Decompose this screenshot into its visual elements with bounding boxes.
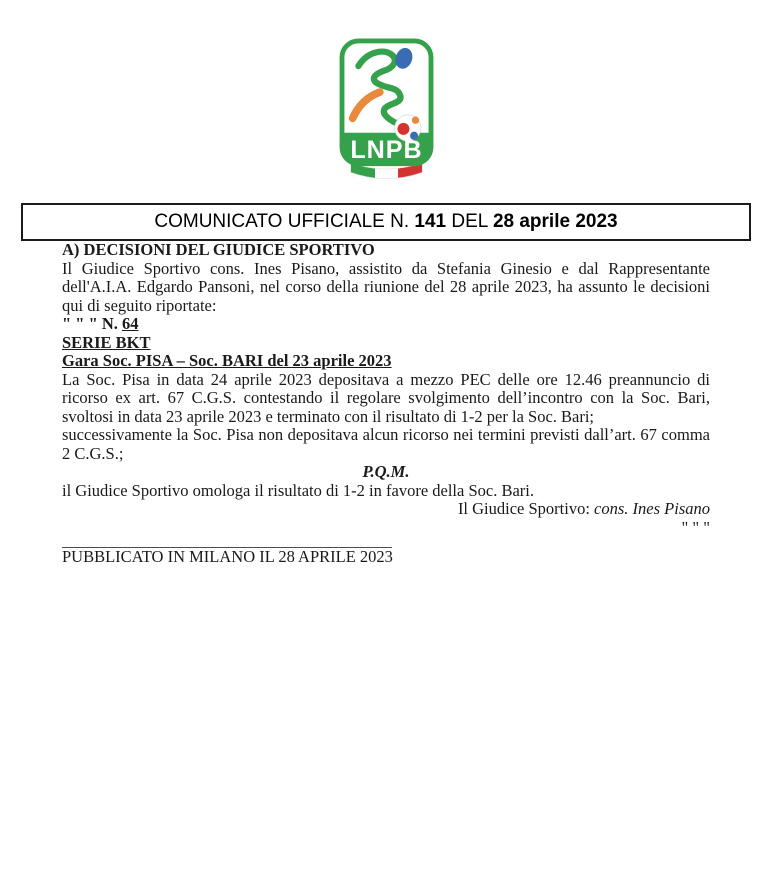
match-heading: Gara Soc. PISA – Soc. BARI del 23 aprile 2023 — [62, 351, 392, 370]
case-number-line — [62, 315, 710, 334]
case-number: 64 — [122, 314, 139, 333]
title-prefix: COMUNICATO UFFICIALE N. — [154, 211, 415, 232]
title-del: DEL — [446, 211, 493, 232]
title-date: 28 aprile 2023 — [492, 211, 618, 232]
published-line: PUBBLICATO IN MILANO IL 28 APRILE 2023 — [62, 547, 393, 566]
document-body — [62, 241, 710, 567]
league-heading: SERIE BKT — [62, 332, 151, 352]
logo-area — [0, 0, 772, 191]
no-ricorso-paragraph: successivamente la Soc. Pisa non depositava alcun ricorso nei termini previsti dall’art. 67 comma 2 C.G.S.; — [62, 425, 710, 463]
signature-label: Il Giudice Sportivo: — [457, 499, 595, 518]
section-heading: A) DECISIONI DEL GIUDICE SPORTIVO — [62, 240, 375, 259]
lnpb-logo — [338, 38, 435, 186]
pqm-line: P.Q.M. — [362, 462, 410, 481]
title-bar — [21, 203, 751, 241]
lnpb-logo-text: LNPB — [349, 135, 423, 164]
closing-quotes: " " " — [681, 517, 710, 537]
title-number: 141 — [414, 211, 447, 232]
intro-paragraph: Il Giudice Sportivo cons. Ines Pisano, assistito da Stefania Ginesio e dal Rappresentante dell'A.I.A. Edgardo Pansoni, nel corso della riunione del 28 aprile 2023, ha assunto le decisioni qui di seguito riportate: — [62, 258, 710, 315]
case-number-prefix: " " " N. — [62, 314, 123, 333]
signature-line — [62, 500, 710, 519]
signature-name: cons. Ines Pisano — [594, 499, 710, 518]
decision-paragraph: il Giudice Sportivo omologa il risultato di 1-2 in favore della Soc. Bari. — [62, 480, 534, 500]
ricorso-paragraph: La Soc. Pisa in data 24 aprile 2023 depositava a mezzo PEC delle ore 12.46 preannuncio di ricorso ex art. 67 C.G.S. contestando il regolare svolgimento dell’incontro con la Soc. Bari, svoltosi in data 23 aprile 2023 e terminato con il risultato di 1-2 per la Soc. Bari; — [62, 369, 710, 426]
